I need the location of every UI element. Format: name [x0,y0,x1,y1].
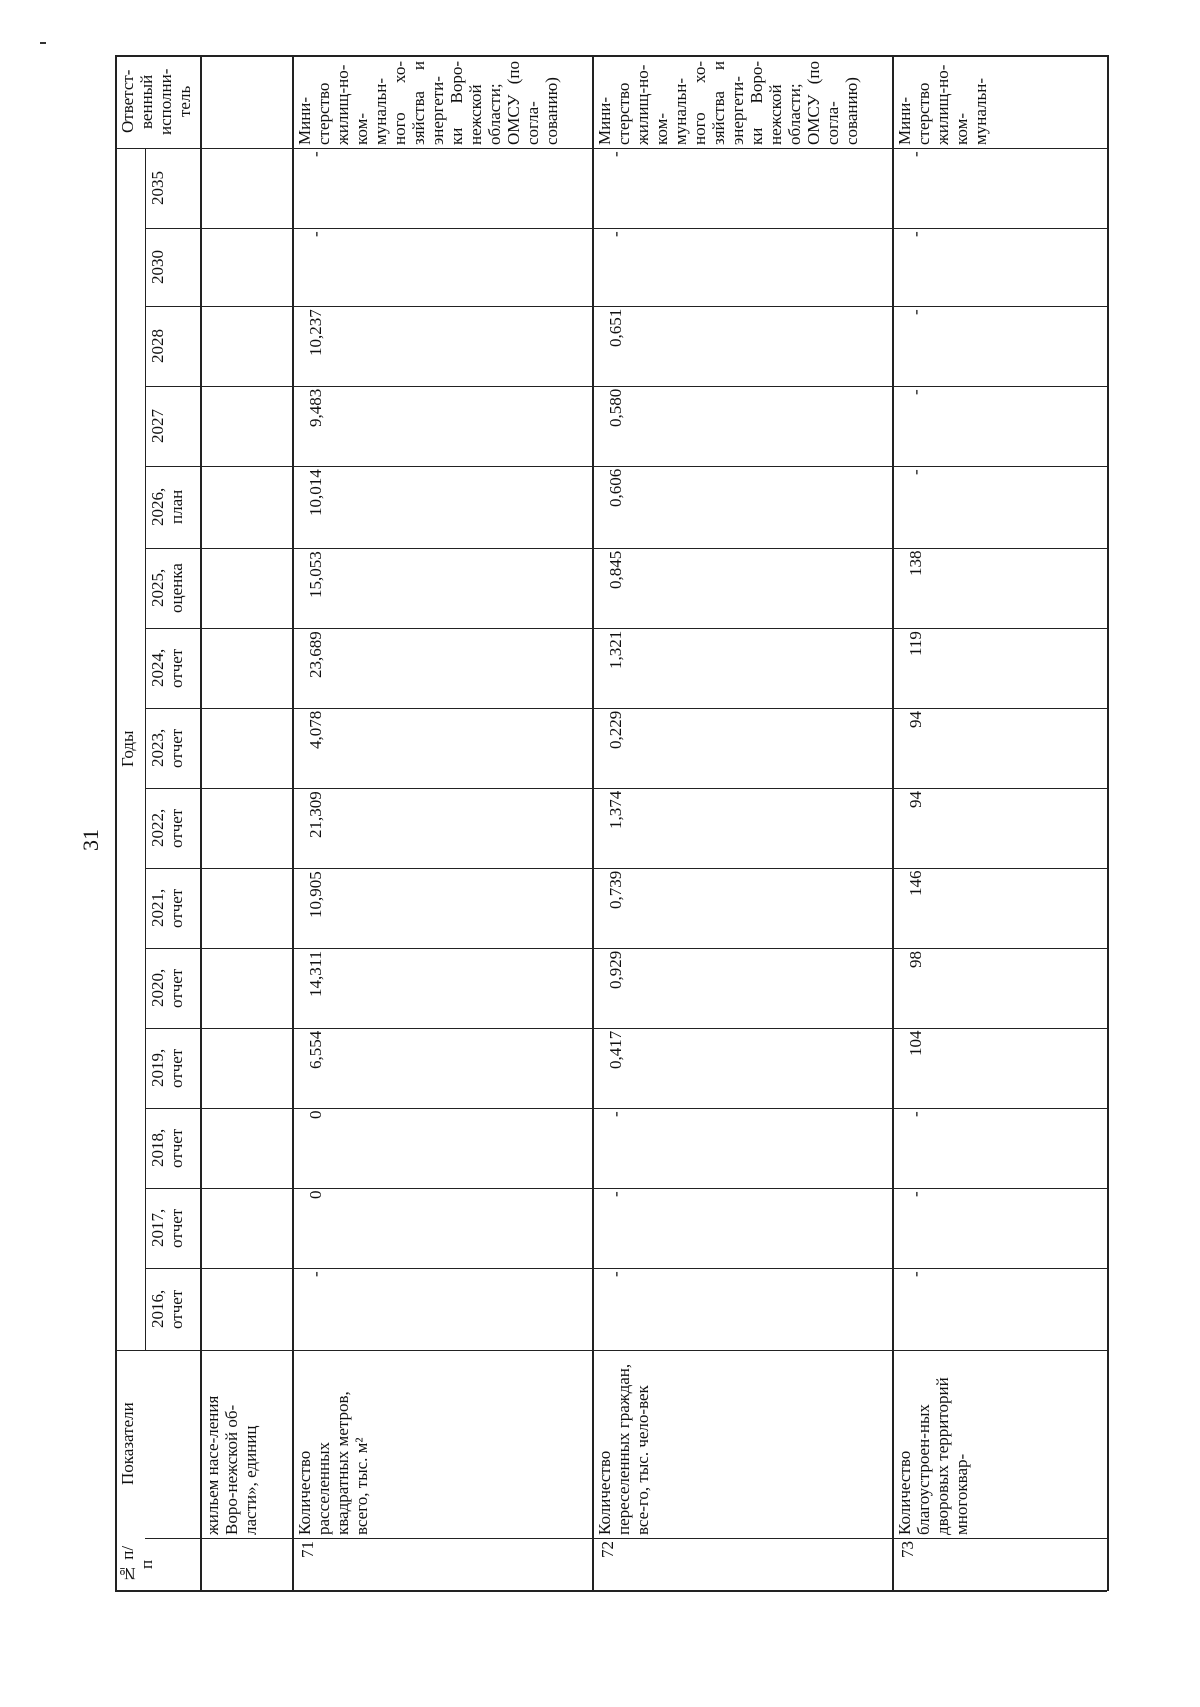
page-number: 31 [78,829,103,851]
indicator-value: 0 [306,1111,325,1120]
indicator-value: 119 [906,631,925,656]
indicator-value: 0 [306,1191,325,1200]
indicator-value: - [606,151,625,157]
continued-indicator: жильем насе-ления Воро-нежской об-ласти», единиц [203,1395,260,1535]
indicator-value: - [906,1111,925,1117]
year-header: 2017, отчет [148,1208,186,1248]
indicator-value: 10,237 [306,309,325,356]
year-header: 2035 [148,171,167,205]
indicator-value: - [606,231,625,237]
indicator-value: 0,580 [606,389,625,428]
year-header: 2019, отчет [148,1048,186,1088]
indicator-value: 1,374 [606,791,625,830]
year-header: 2016, отчет [148,1289,186,1329]
indicator-value: 0,229 [606,711,625,750]
row-number: 71 [298,1541,317,1558]
indicator-value: 0,606 [606,469,625,508]
indicator-value: - [306,231,325,237]
indicator-value: 9,483 [306,389,325,428]
indicator-value: - [906,389,925,395]
year-header: 2020, отчет [148,968,186,1008]
indicator-value: 0,929 [606,951,625,990]
scan-mark [40,42,46,44]
indicator-value: 0,417 [606,1031,625,1070]
year-header: 2022, отчет [148,808,186,848]
indicator-value: 15,053 [306,551,325,598]
year-header: 2030 [148,250,167,284]
table-rule [1107,55,1109,1591]
indicator-value: 94 [906,791,925,808]
indicator-value: 146 [906,871,925,897]
year-header: 2021, отчет [148,888,186,928]
indicator-name: Количество благоустроен-ных дворовых территорий многоквар- [895,1377,971,1535]
year-header: 2025, оценка [148,563,186,613]
indicator-value: - [906,1271,925,1277]
indicator-value: - [306,151,325,157]
indicator-value: - [606,1191,625,1197]
indicator-value: 104 [906,1031,925,1057]
year-header: 2027 [148,409,167,443]
years-group-header: Годы [118,730,137,768]
year-header: 2028 [148,329,167,363]
indicator-value: - [906,151,925,157]
indicator-value: - [606,1271,625,1277]
indicator-value: - [906,231,925,237]
responsible-executor: Мини-стерство жилищ-но-ком-мунальн-ного хо-зяйства и энергети-ки Воро-нежской области; ОМСУ (по согла-сованию) [295,61,561,145]
responsible-executor: Мини-стерство жилищ-но-ком-мунальн-ного хо-зяйства и энергети-ки Воро-нежской области; ОМСУ (по согла-сованию) [595,61,861,145]
indicator-value: 21,309 [306,791,325,838]
indicator-value: 6,554 [306,1031,325,1070]
indicator-value: 10,905 [306,871,325,918]
indicator-value: - [906,469,925,475]
indicator-value: 23,689 [306,631,325,678]
indicator-value: 0,651 [606,309,625,348]
indicator-value: 0,739 [606,871,625,910]
row-number: 73 [898,1541,917,1558]
indicator-value: - [606,1111,625,1117]
year-header: 2026, план [148,487,186,527]
indicator-value: - [906,309,925,315]
indicator-value: - [306,1271,325,1277]
year-header: 2024, отчет [148,648,186,688]
row-number: 72 [598,1541,617,1558]
responsible-header: Ответст-венный исполни-тель [118,68,194,135]
table-rule [115,1590,1107,1592]
indicator-value: 10,014 [306,469,325,516]
year-header: 2023, отчет [148,728,186,768]
responsible-executor: Мини-стерство жилищ-но-ком-мунальн- [895,64,990,145]
indicators-header: Показатели [118,1402,137,1486]
indicator-value: 0,845 [606,551,625,590]
indicator-name: Количество расселенных квадратных метров, всего, тыс. м² [295,1391,371,1535]
num-header: № п/п [118,1545,156,1583]
indicator-name: Количество переселенных граждан, все-го, тыс. чело-век [595,1363,652,1535]
indicator-value: - [906,1191,925,1197]
year-header: 2018, отчет [148,1128,186,1168]
indicator-value: 98 [906,951,925,968]
indicator-value: 14,311 [306,951,325,998]
indicator-value: 138 [906,551,925,577]
indicator-value: 4,078 [306,711,325,750]
indicator-value: 94 [906,711,925,728]
indicator-value: 1,321 [606,631,625,670]
